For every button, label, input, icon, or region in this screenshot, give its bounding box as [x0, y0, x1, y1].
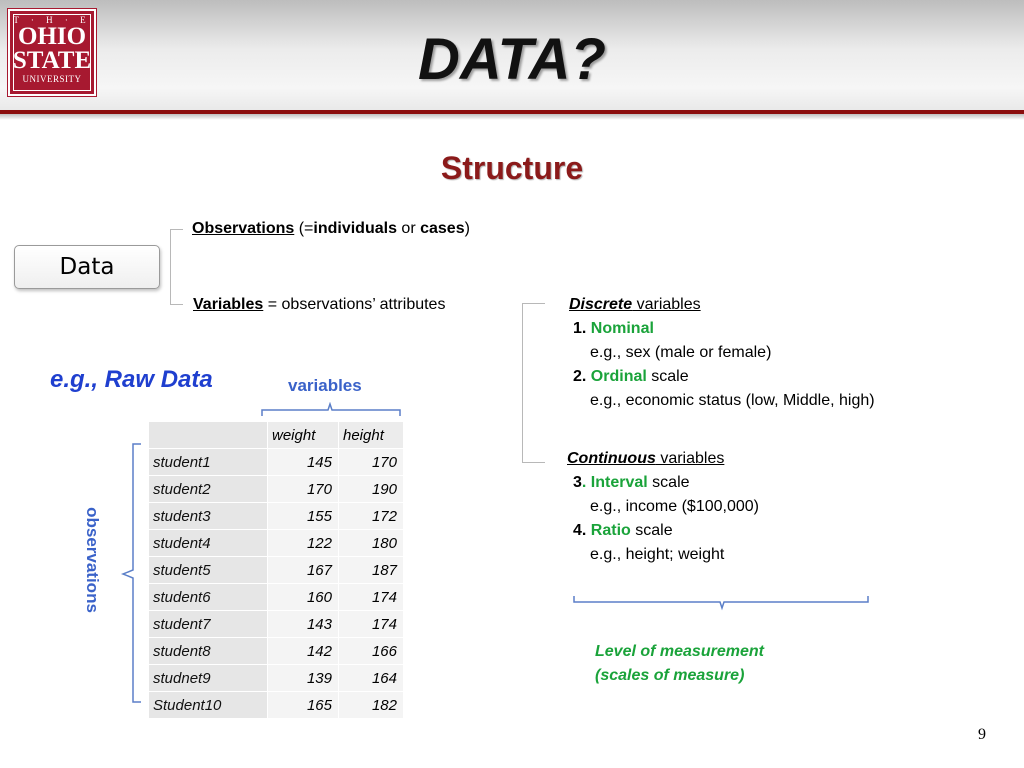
nominal-num: 1. [573, 320, 591, 337]
interval-dot: . [581, 474, 591, 491]
table-row [149, 530, 404, 557]
or-label: or [396, 220, 421, 237]
continuous-rest: variables [655, 450, 725, 467]
nominal-label: Nominal [590, 320, 654, 337]
page-number: 9 [978, 726, 986, 743]
row-height: 174 [339, 584, 404, 611]
observations-open: (= [298, 220, 314, 237]
row-height: 182 [339, 692, 404, 719]
data-bracket [170, 229, 183, 305]
row-height: 180 [339, 530, 404, 557]
row-height: 187 [339, 557, 404, 584]
logo-the: T · H · E [13, 15, 91, 25]
logo-ohio: OHIO [17, 23, 87, 50]
table-row [149, 665, 404, 692]
slide-subtitle: Structure [440, 150, 584, 186]
header-cell-height: height [339, 422, 404, 449]
observations-annotation: observations [83, 507, 102, 613]
row-name: student8 [149, 638, 268, 665]
interval-num: 3 [573, 474, 582, 491]
slide-title: DATA? [418, 27, 606, 92]
continuous-label: Continuous [567, 450, 656, 467]
table-row [149, 638, 404, 665]
data-box: Data [14, 245, 160, 289]
row-name: student4 [149, 530, 268, 557]
table-row [149, 503, 404, 530]
row-weight: 170 [268, 476, 339, 503]
table-row [149, 557, 404, 584]
row-height: 170 [339, 449, 404, 476]
discrete-heading [569, 295, 701, 314]
variables-annotation: variables [288, 376, 362, 395]
variables-label: Variables [193, 296, 264, 313]
row-name: student1 [149, 449, 268, 476]
ordinal-label: Ordinal [590, 368, 647, 385]
ordinal-line [573, 367, 689, 386]
row-weight: 160 [268, 584, 339, 611]
row-weight: 145 [268, 449, 339, 476]
interval-label: Interval [590, 474, 648, 491]
interval-example: e.g., income ($100,000) [590, 498, 759, 515]
variables-rest: = observations’ attributes [263, 296, 446, 313]
observations-close: ) [464, 220, 470, 237]
individuals-label: individuals [313, 220, 397, 237]
level-line2: (scales of measure) [595, 667, 745, 684]
observations-label: Observations [192, 220, 295, 237]
ordinal-example: e.g., economic status (low, Middle, high) [590, 392, 875, 409]
row-height: 164 [339, 665, 404, 692]
discrete-label: Discrete [569, 296, 633, 313]
interval-rest: scale [647, 474, 690, 491]
ratio-num: 4. [573, 522, 591, 539]
ratio-rest: scale [630, 522, 673, 539]
row-name: Student10 [149, 692, 268, 719]
nominal-example: e.g., sex (male or female) [590, 344, 772, 361]
row-weight: 155 [268, 503, 339, 530]
discrete-rest: variables [632, 296, 701, 313]
ratio-label: Ratio [590, 522, 631, 539]
variables-brace [258, 402, 406, 420]
header-shadow [0, 114, 1024, 120]
row-name: student6 [149, 584, 268, 611]
logo-university: UNIVERSITY [22, 74, 82, 84]
interval-line [573, 473, 690, 492]
continuous-heading [567, 449, 724, 468]
row-height: 166 [339, 638, 404, 665]
variables-line [193, 295, 445, 314]
row-weight: 142 [268, 638, 339, 665]
table-row [149, 692, 404, 719]
row-weight: 143 [268, 611, 339, 638]
row-weight: 167 [268, 557, 339, 584]
row-weight: 139 [268, 665, 339, 692]
row-name: student3 [149, 503, 268, 530]
table-row [149, 476, 404, 503]
level-brace [570, 592, 874, 612]
raw-data-table [149, 422, 404, 719]
observations-line [192, 219, 470, 238]
cases-label: cases [420, 220, 465, 237]
table-row [149, 611, 404, 638]
row-height: 172 [339, 503, 404, 530]
observations-brace [115, 440, 145, 706]
row-weight: 165 [268, 692, 339, 719]
logo-state: STATE [12, 47, 92, 74]
row-weight: 122 [268, 530, 339, 557]
header-cell-weight: weight [268, 422, 339, 449]
row-name: student5 [149, 557, 268, 584]
table-row [149, 449, 404, 476]
level-line1: Level of measurement [595, 643, 764, 660]
row-name: studnet9 [149, 665, 268, 692]
header-cell-blank [149, 422, 268, 449]
raw-data-label: e.g., Raw Data [50, 366, 213, 393]
ordinal-rest: scale [646, 368, 689, 385]
ratio-line [573, 521, 673, 540]
row-name: student2 [149, 476, 268, 503]
nominal-line [573, 319, 654, 338]
ratio-example: e.g., height; weight [590, 546, 725, 563]
table-header-row [149, 422, 404, 449]
row-name: student7 [149, 611, 268, 638]
row-height: 190 [339, 476, 404, 503]
ordinal-num: 2. [573, 368, 591, 385]
row-height: 174 [339, 611, 404, 638]
table-row [149, 584, 404, 611]
variables-bracket [522, 303, 545, 463]
level-of-measurement [595, 640, 764, 688]
